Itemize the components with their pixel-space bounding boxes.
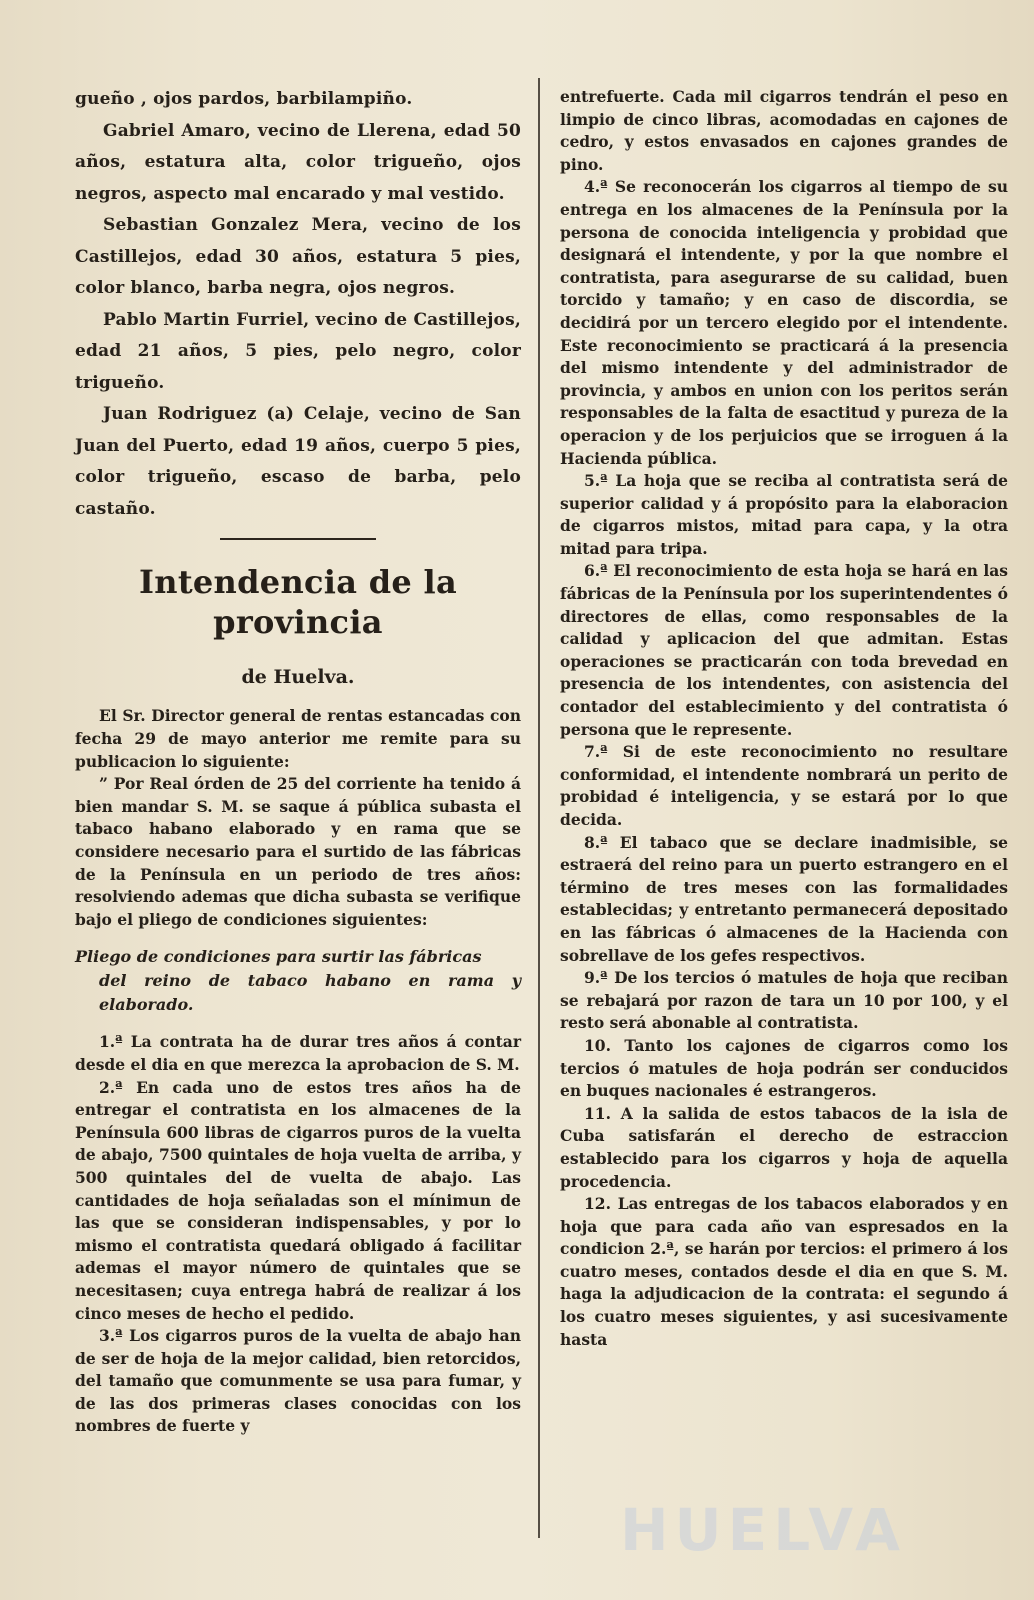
condition-item: 6.ª El reconocimiento de esta hoja se hará en las fábricas de la Península por los superintendentes ó directores de ellas, como responsables de la calidad y aplicacion del que admitan. Estas operaciones se practicarán con toda brevedad en presencia de los intendentes, con asistencia del contador del establecimiento y del contratista ó persona que le represente. (560, 561, 1008, 739)
condition-item: 12. Las entregas de los tabacos elaborados y en hoja que para cada año van espresados en la condicion 2.ª, se harán por tercios: el primero á los cuatro meses, contados desde el dia en que S. M. haga la adjudicacion de la contrata: el segundo á los cuatro meses siguientes, y asi sucesivamente hasta (560, 1194, 1008, 1349)
intro-paragraph: El Sr. Director general de rentas estancadas con fecha 29 de mayo anterior me remite para su publicacion lo siguiente: (75, 706, 521, 771)
section-subtitle: de Huelva. (241, 666, 355, 689)
condition-item: 3.ª Los cigarros puros de la vuelta de abajo han de ser de hoja de la mejor calidad, bien retorcidos, del tamaño que comunmente se usa para fumar, y de las dos primeras clases conocidas con los nombres de fuerte y (75, 1326, 521, 1436)
person-description: Pablo Martin Furriel, vecino de Castillejos, edad 21 años, 5 pies, pelo negro, color trigueño. (75, 309, 521, 393)
condition-item: 5.ª La hoja que se reciba al contratista será de superior calidad y á propósito para la elaboracion de cigarros mistos, mitad para capa, y la otra mitad para tripa. (560, 471, 1008, 558)
person-description: Sebastian Gonzalez Mera, vecino de los Castillejos, edad 30 años, estatura 5 pies, color blanco, barba negra, ojos negros. (75, 215, 521, 298)
condition-continuation: entrefuerte. Cada mil cigarros tendrán el peso en limpio de cinco libras, acomodadas en cajones de cedro, y estos envasados en cajones grandes de pino. (560, 87, 1008, 174)
archive-watermark: HUELVA (620, 1496, 907, 1564)
pliego-heading-line1: Pliego de condiciones para surtir las fábricas (75, 947, 482, 967)
pliego-heading-line2: del reino de tabaco habano en rama y elaborado. (99, 971, 521, 1015)
person-description: Gabriel Amaro, vecino de Llerena, edad 50 años, estatura alta, color trigueño, ojos negros, aspecto mal encarado y mal vestido. (75, 120, 521, 204)
royal-order-paragraph: ” Por Real órden de 25 del corriente ha tenido á bien mandar S. M. se saque á pública subasta el tabaco habano elaborado y en rama que se considere necesario para el surtido de las fábricas de la Península en un periodo de tres años: resolviendo ademas que dicha subasta se verifique bajo el pliego de condiciones siguientes: (75, 774, 521, 929)
condition-item: 8.ª El tabaco que se declare inadmisible, se estraerá del reino para un puerto estrangero en el término de tres meses con las formalidades establecidas; y entretanto permanecerá depositado en las fábricas ó almacenes de la Hacienda con sobrellave de los gefes respectivos. (560, 832, 1008, 965)
section-separator (220, 538, 376, 540)
section-title: Intendencia de la provincia (138, 563, 458, 641)
pliego-heading (75, 945, 521, 1017)
column-divider (538, 78, 540, 1538)
left-column (75, 84, 521, 1438)
condition-item: 7.ª Si de este reconocimiento no resultare conformidad, el intendente nombrará un perito de probidad é inteligencia, y se estará por lo que decida. (560, 742, 1008, 829)
condition-item: 1.ª La contrata ha de durar tres años á contar desde el dia en que merezca la aprobacion de S. M. (75, 1032, 521, 1074)
right-column (560, 86, 1008, 1351)
condition-item: 11. A la salida de estos tabacos de la isla de Cuba satisfarán el derecho de estraccion establecido para los cigarros y hoja de aquella procedencia. (560, 1103, 1008, 1191)
condition-item: 9.ª De los tercios ó matules de hoja que reciban se rebajará por razon de tara un 10 por 100, y el resto será abonable al contratista. (560, 968, 1008, 1033)
person-description: Juan Rodriguez (a) Celaje, vecino de San Juan del Puerto, edad 19 años, cuerpo 5 pies, color trigueño, escaso de barba, pelo castaño. (75, 404, 521, 519)
condition-item: 10. Tanto los cajones de cigarros como los tercios ó matules de hoja podrán ser conducidos en buques nacionales é estrangeros. (560, 1035, 1008, 1101)
person-description: gueño , ojos pardos, barbilampiño. (75, 89, 413, 109)
condition-item: 2.ª En cada uno de estos tres años ha de entregar el contratista en los almacenes de la Península 600 libras de cigarros puros de la vuelta de abajo, 7500 quintales de hoja vuelta de arriba, y 500 quintales del de vuelta de abajo. Las cantidades de hoja señaladas son el mínimun de las que se consideran indispensables, y por lo mismo el contratista quedará obligado á facilitar ademas el mayor número de quintales que se necesitasen; cuya entrega habrá de realizar á los cinco meses de hecho el pedido. (75, 1077, 521, 1323)
condition-item: 4.ª Se reconocerán los cigarros al tiempo de su entrega en los almacenes de la Península por la persona de conocida inteligencia y probidad que designará el intendente, y por la que nombre el contratista, para asegurarse de su calidad, buen torcido y tamaño; y en caso de discordia, se decidirá por un tercero elegido por el intendente. Este reconocimiento se practicará á la presencia del mismo intendente y del administrador de provincia, y ambos en union con los peritos serán responsables de la falta de esactitud y pureza de la operacion y de los perjuicios que se irroguen á la Hacienda pública. (560, 177, 1008, 468)
